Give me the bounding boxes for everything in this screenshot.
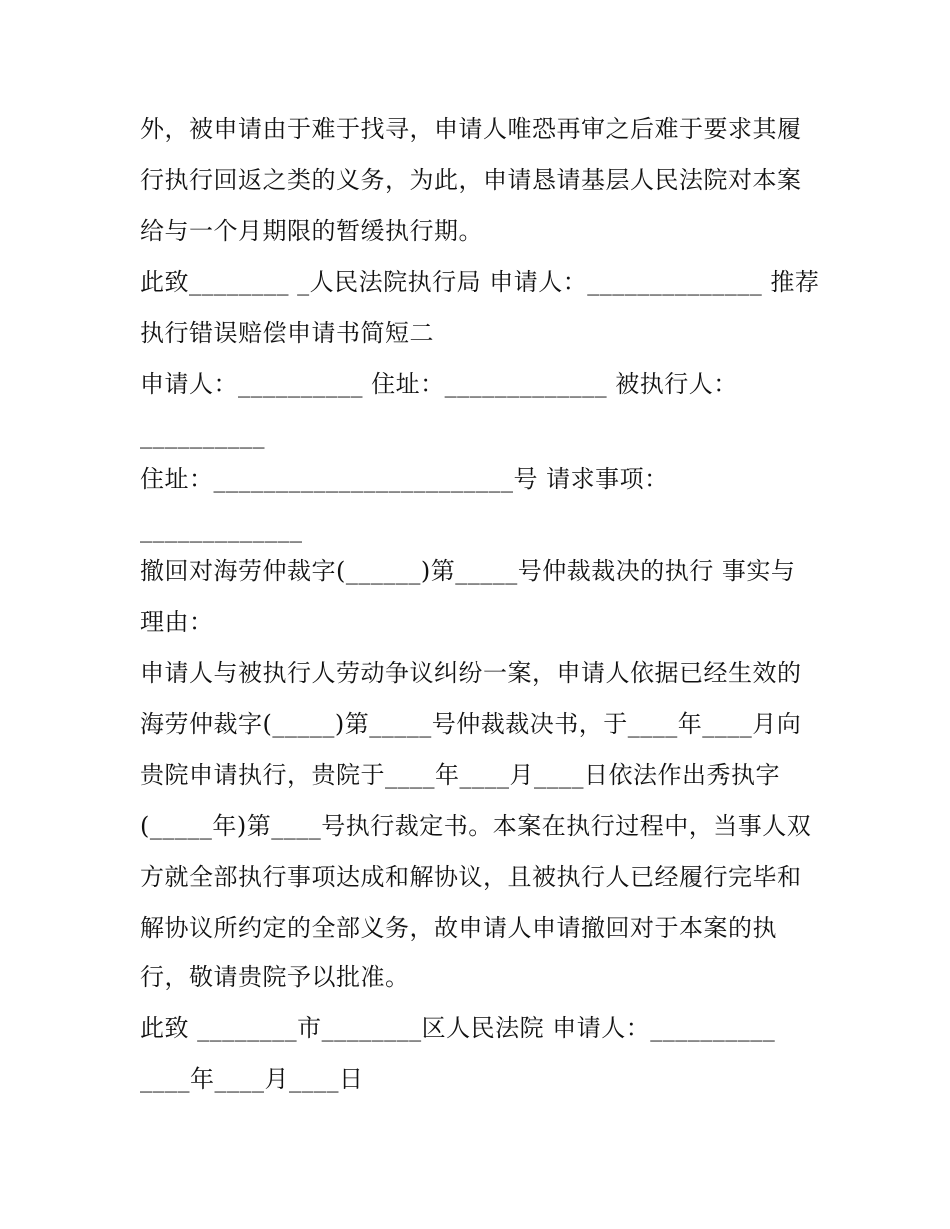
- text-line: 行执行回返之类的义务，为此，申请恳请基层人民法院对本案: [140, 166, 802, 194]
- text-line: 海劳仲裁字(_____)第_____号仲裁裁决书，于____年____月向: [140, 710, 802, 738]
- applicant-fields-line: 申请人：__________ 住址：_____________ 被执行人：: [140, 370, 738, 398]
- section-title: 执行错误赔偿申请书简短二: [140, 319, 434, 347]
- closing-addressee-line: 此致 ________市________区人民法院 申请人：__________: [140, 1014, 776, 1042]
- address-request-line: 住址：________________________号 请求事项：: [140, 465, 669, 493]
- text-line: 给与一个月期限的暂缓执行期。: [140, 217, 483, 245]
- text-line: 外，被申请由于难于找寻，申请人唯恐再审之后难于要求其履: [140, 115, 802, 143]
- date-line: ____年____月____日: [140, 1065, 364, 1093]
- blank-line: _____________: [140, 515, 303, 543]
- blank-line: __________: [140, 421, 265, 449]
- text-line: (_____年)第____号执行裁定书。本案在执行过程中，当事人双: [140, 812, 812, 840]
- reason-heading: 理由：: [140, 608, 214, 636]
- text-line: 申请人与被执行人劳动争议纠纷一案，申请人依据已经生效的: [140, 659, 802, 687]
- text-line: 方就全部执行事项达成和解协议，且被执行人已经履行完毕和: [140, 863, 802, 891]
- text-line: 贵院申请执行，贵院于____年____月____日依法作出秀执字: [140, 761, 780, 789]
- text-line: 解协议所约定的全部义务，故申请人申请撤回对于本案的执: [140, 914, 777, 942]
- addressee-line: 此致________ _人民法院执行局 申请人：______________ 推荐: [140, 268, 820, 296]
- request-line: 撤回对海劳仲裁字(______)第_____号仲裁裁决的执行 事实与: [140, 557, 796, 585]
- text-line: 行，敬请贵院予以批准。: [140, 963, 410, 991]
